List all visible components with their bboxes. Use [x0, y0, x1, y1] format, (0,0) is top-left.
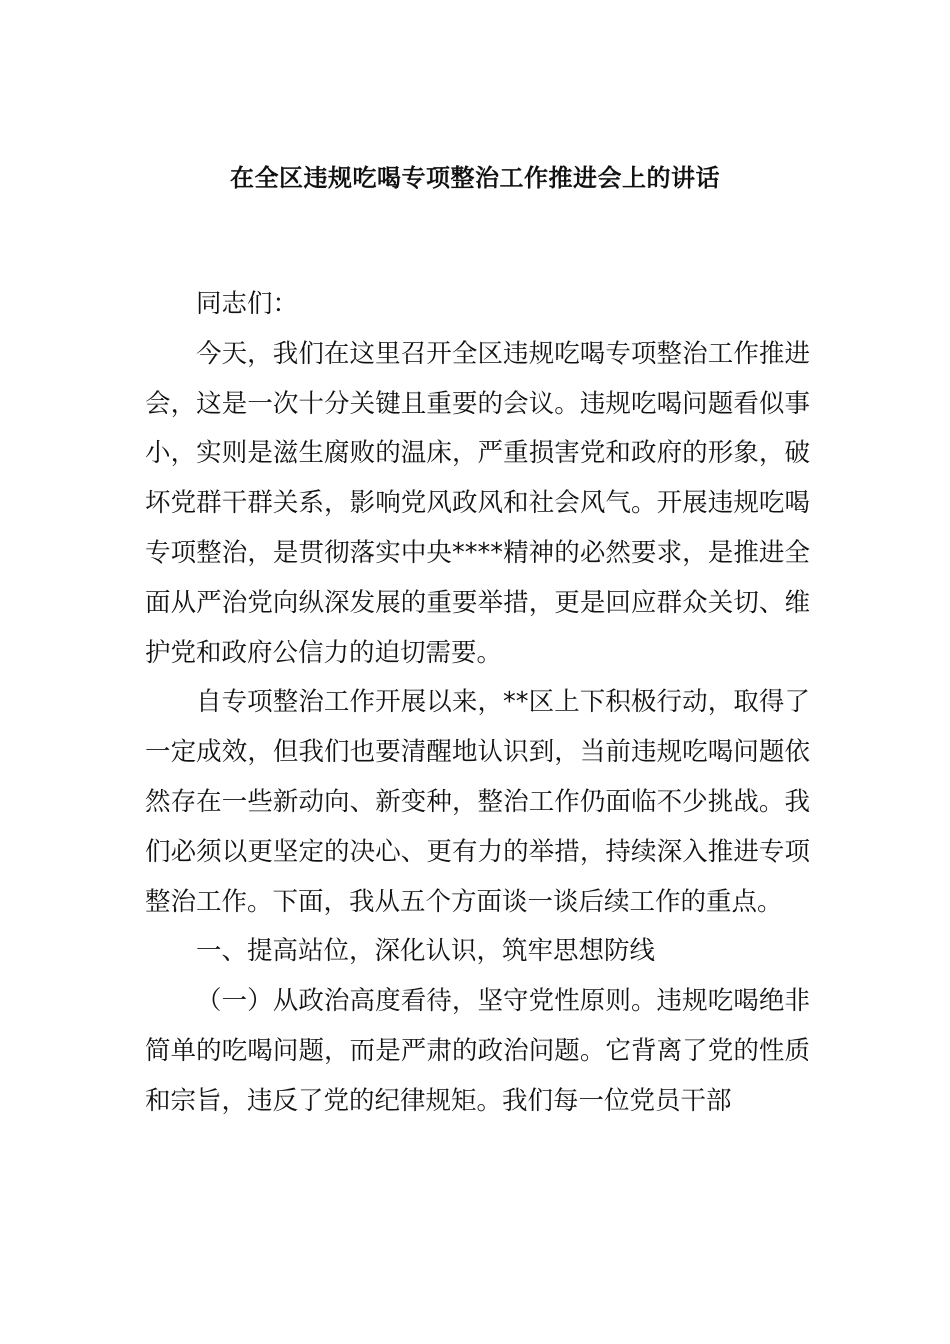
section-heading-1: 一、提高站位，深化认识，筑牢思想防线: [196, 936, 656, 967]
document-title: 在全区违规吃喝专项整治工作推进会上的讲话: [230, 164, 720, 192]
salutation: 同志们：: [196, 289, 299, 319]
document-body: [145, 280, 810, 1127]
subsection-1-1: （一）从政治高度看待，坚守党性原则。违规吃喝绝非简单的吃喝问题，而是严肃的政治问题。它背离了党的性质和宗旨，违反了党的纪律规矩。我们每一位党员干部: [145, 986, 810, 1116]
paragraph-progress: 自专项整治工作开展以来，**区上下积极行动，取得了一定成效，但我们也要清醒地认识到，当前违规吃喝问题依然存在一些新动向、新变种，整治工作仍面临不少挑战。我们必须以更坚定的决心、更有力的举措，持续深入推进专项整治工作。下面，我从五个方面谈一谈后续工作的重点。: [145, 687, 810, 917]
paragraph-intro: 今天，我们在这里召开全区违规吃喝专项整治工作推进会，这是一次十分关键且重要的会议。违规吃喝问题看似事小，实则是滋生腐败的温床，严重损害党和政府的形象，破坏党群干群关系，影响党风政风和社会风气。开展违规吃喝专项整治，是贯彻落实中央****精神的必然要求，是推进全面从严治党向纵深发展的重要举措，更是回应群众关切、维护党和政府公信力的迫切需要。: [145, 338, 810, 668]
